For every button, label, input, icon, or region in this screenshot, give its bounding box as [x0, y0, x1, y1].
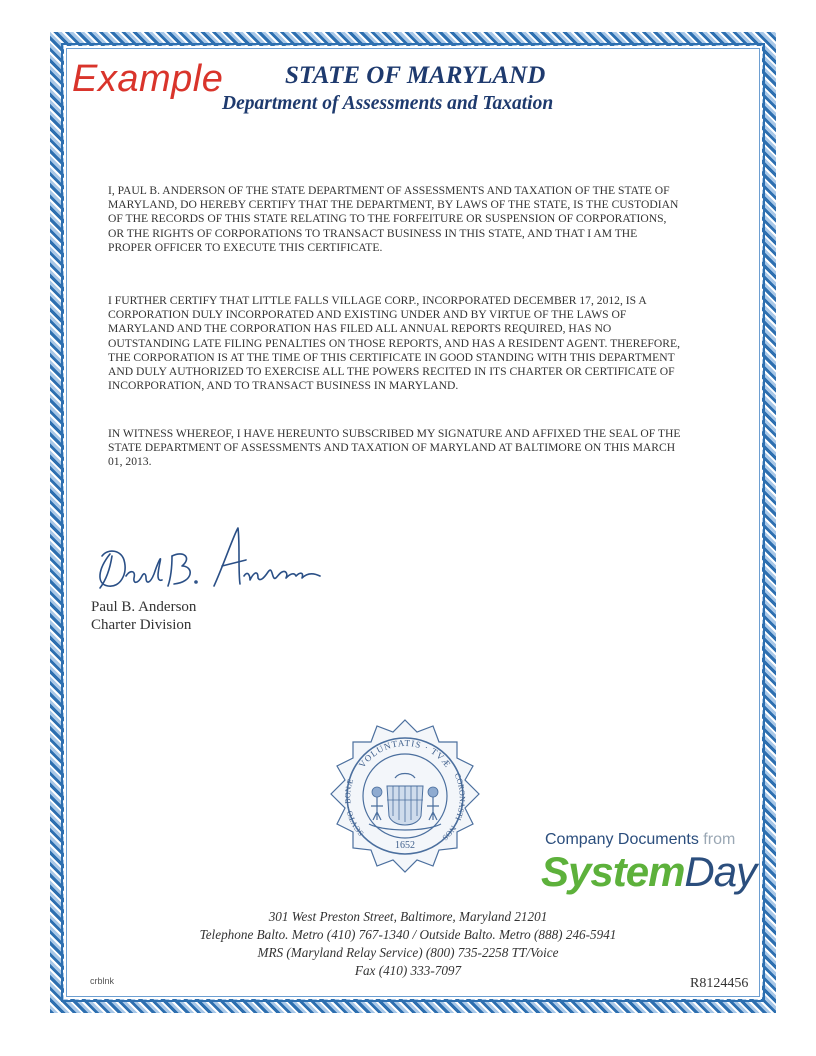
seal-motto-left: SCVTO · BONÆ [343, 777, 366, 838]
certificate-paragraph: IN WITNESS WHEREOF, I HAVE HEREUNTO SUBSCRIBED MY SIGNATURE AND AFFIXED THE SEAL OF THE STATE DEPARTMENT OF ASSESSMENTS AND TAXATION OF MARYLAND AT BALTIMORE ON THIS MARCH 01, 2013. [108, 427, 681, 469]
brand-from-text: from [703, 831, 736, 848]
certificate-paragraph: I, PAUL B. ANDERSON OF THE STATE DEPARTMENT OF ASSESSMENTS AND TAXATION OF THE STATE OF MARYLAND, DO HEREBY CERTIFY THAT THE DEPARTMENT, BY LAWS OF THE STATE, IS THE CUSTODIAN OF THE RECORDS OF THIS STATE RELATING TO THE FORFEITURE OR SUSPENSION OF CORPORATIONS, OR THE RIGHTS OF CORPORATIONS TO TRANSACT BUSINESS IN THIS STATE, AND THAT I AM THE PROPER OFFICER TO EXECUTE THIS CERTIFICATE. [108, 184, 679, 254]
brand-logo-system: System [541, 848, 685, 895]
brand-logo-day: Day [684, 848, 757, 895]
brand-tagline [545, 831, 735, 849]
footer-address: 301 West Preston Street, Baltimore, Maryland 21201 [268, 909, 548, 924]
example-watermark: Example [72, 58, 224, 100]
footer-relay-service: MRS (Maryland Relay Service) (800) 735-2258 TT/Voice [257, 945, 559, 960]
brand-company-text: Company Documents [545, 831, 699, 848]
systemday-logo [541, 848, 756, 896]
certificate-paragraph: I FURTHER CERTIFY THAT LITTLE FALLS VILLAGE CORP., INCORPORATED DECEMBER 17, 2012, IS A CORPORATION DULY INCORPORATED AND EXISTING UNDER AND BY VIRTUE OF THE LAWS OF MARYLAND AND THE CORPORATION HAS FILED ALL ANNUAL REPORTS REQUIRED, HAS NO OUTSTANDING LATE FILING PENALTIES ON THOSE REPORTS, AND HAS A RESIDENT AGENT. THEREFORE, THE CORPORATION IS AT THE TIME OF THIS CERTIFICATE IN GOOD STANDING WITH THIS DEPARTMENT AND DULY AUTHORIZED TO EXERCISE ALL THE POWERS RECITED IN ITS CHARTER OR CERTIFICATE OF INCORPORATION, AND TO TRANSACT BUSINESS IN MARYLAND. [108, 294, 680, 393]
seal-motto-top: VOLUNTATIS · TVÆ [356, 737, 454, 770]
footer-telephone: Telephone Balto. Metro (410) 767-1340 / Outside Balto. Metro (888) 246-5941 [199, 927, 617, 942]
seal-motto-right: CORONASTI · NOS [440, 771, 467, 843]
signatory-name: Paul B. Anderson [91, 599, 197, 615]
footer-code-left: crblnk [90, 976, 115, 986]
footer-fax: Fax (410) 333-7097 [354, 963, 462, 978]
document-id: R8124456 [690, 976, 749, 991]
handwritten-signature [88, 514, 328, 594]
signatory-division: Charter Division [91, 617, 192, 633]
page-subtitle: Department of Assessments and Taxation [222, 93, 554, 114]
state-seal [325, 716, 485, 876]
seal-year: 1652 [395, 840, 415, 851]
page-title: STATE OF MARYLAND [285, 62, 546, 89]
